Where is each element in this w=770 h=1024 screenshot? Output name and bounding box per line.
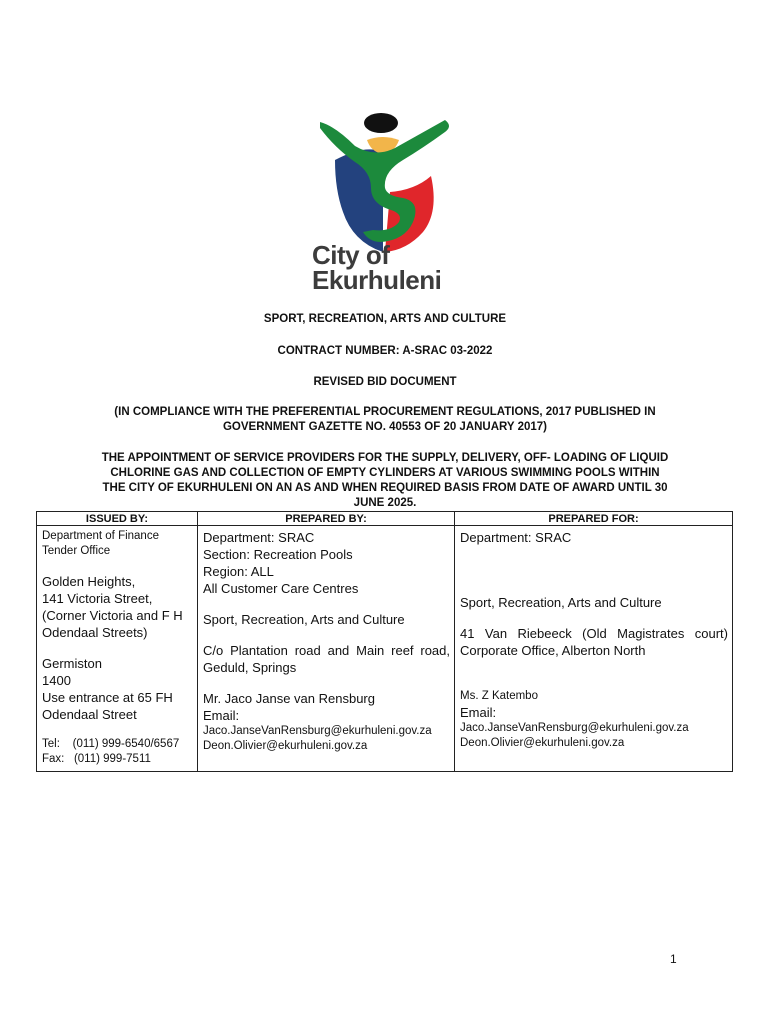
issued-entrance-2: Odendaal Street xyxy=(42,707,137,722)
table-body-row xyxy=(37,526,733,772)
issued-addr-2: 141 Victoria Street, xyxy=(42,591,153,606)
prepared-for-email-label: Email: xyxy=(460,705,497,720)
issued-by-cell xyxy=(37,526,198,772)
prepared-by-email-label: Email: xyxy=(203,708,240,723)
prepared-for-header: PREPARED FOR: xyxy=(455,512,733,526)
logo-wordmark xyxy=(312,240,442,295)
department-heading: SPORT, RECREATION, ARTS AND CULTURE xyxy=(263,313,507,325)
title-line-1: THE APPOINTMENT OF SERVICE PROVIDERS FOR THE SUPPLY, DELIVERY, OFF- LOADING OF LIQUID xyxy=(101,452,669,464)
issued-by-header: ISSUED BY: xyxy=(37,512,198,526)
prepared-for-division: Sport, Recreation, Arts and Culture xyxy=(460,595,662,610)
page-number: 1 xyxy=(670,952,677,966)
prepared-by-header: PREPARED BY: xyxy=(198,512,455,526)
prepared-by-region: Region: ALL xyxy=(203,564,274,579)
logo-line-1: City of xyxy=(312,240,390,270)
issued-tel: Tel: (011) 999-6540/6567 xyxy=(42,738,180,750)
title-line-2: CHLORINE GAS AND COLLECTION OF EMPTY CYLINDERS AT VARIOUS SWIMMING POOLS WITHIN xyxy=(110,467,660,479)
issued-dept: Department of Finance xyxy=(42,530,159,542)
issued-addr-3: (Corner Victoria and F H xyxy=(42,608,183,623)
prepared-for-contact: Ms. Z Katembo xyxy=(460,690,538,702)
prepared-by-address: C/o Plantation road and Main reef road, Geduld, Springs xyxy=(203,643,450,675)
prepared-by-department: Department: SRAC xyxy=(203,530,315,545)
prepared-by-email-1[interactable]: Jaco.JanseVanRensburg@ekurhuleni.gov.za xyxy=(203,725,432,737)
compliance-line-2: GOVERNMENT GAZETTE NO. 40553 OF 20 JANUARY 2017) xyxy=(222,421,547,433)
prepared-by-contact: Mr. Jaco Janse van Rensburg xyxy=(203,691,375,706)
prepared-for-address: 41 Van Riebeeck (Old Magistrates court) Corporate Office, Alberton North xyxy=(460,626,728,658)
logo-line-2: Ekurhuleni xyxy=(312,265,442,295)
prepared-for-email-1[interactable]: Jaco.JanseVanRensburg@ekurhuleni.gov.za xyxy=(460,722,689,734)
issued-code: 1400 xyxy=(42,673,71,688)
document-type: REVISED BID DOCUMENT xyxy=(313,376,457,388)
issued-fax: Fax: (011) 999-7511 xyxy=(42,753,151,765)
prepared-for-department: Department: SRAC xyxy=(460,530,572,545)
table-header-row xyxy=(37,512,733,526)
title-line-4: JUNE 2025. xyxy=(353,497,417,509)
prepared-by-email-2[interactable]: Deon.Olivier@ekurhuleni.gov.za xyxy=(203,740,368,752)
issued-office: Tender Office xyxy=(42,545,111,557)
prepared-by-division: Sport, Recreation, Arts and Culture xyxy=(203,612,405,627)
title-line-3: THE CITY OF EKURHULENI ON AN AS AND WHEN REQUIRED BASIS FROM DATE OF AWARD UNTIL 30 xyxy=(102,482,668,494)
issued-city: Germiston xyxy=(42,656,102,671)
compliance-note xyxy=(60,405,710,435)
issued-addr-4: Odendaal Streets) xyxy=(42,625,148,640)
issued-entrance-1: Use entrance at 65 FH xyxy=(42,690,173,705)
prepared-by-centres: All Customer Care Centres xyxy=(203,581,359,596)
contract-number: CONTRACT NUMBER: A-SRAC 03-2022 xyxy=(277,345,493,357)
prepared-for-cell xyxy=(455,526,733,772)
compliance-line-1: (IN COMPLIANCE WITH THE PREFERENTIAL PROCUREMENT REGULATIONS, 2017 PUBLISHED IN xyxy=(114,406,656,418)
issued-addr-1: Golden Heights, xyxy=(42,574,136,589)
prepared-by-cell xyxy=(198,526,455,772)
logo-head xyxy=(364,113,398,133)
prepared-by-section: Section: Recreation Pools xyxy=(203,547,353,562)
tender-title xyxy=(85,451,685,511)
prepared-for-email-2[interactable]: Deon.Olivier@ekurhuleni.gov.za xyxy=(460,737,625,749)
contact-table xyxy=(36,511,733,772)
